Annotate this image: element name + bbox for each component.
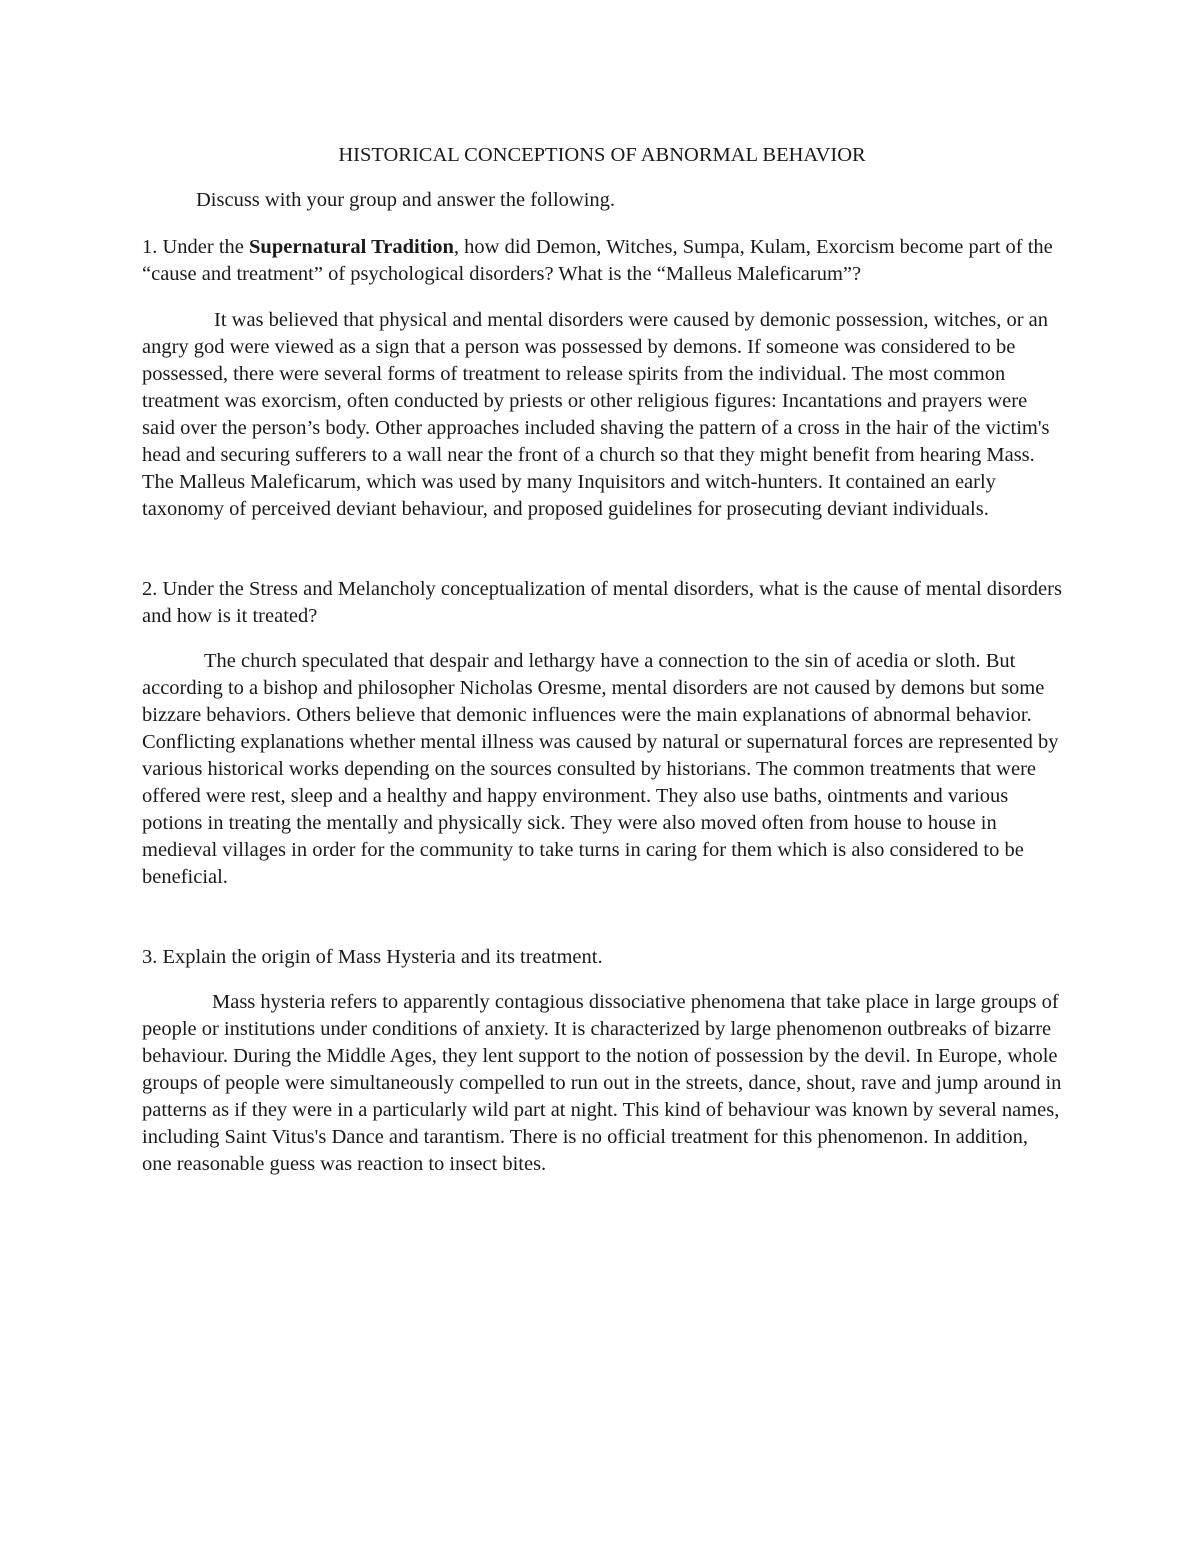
answer-3: Mass hysteria refers to apparently contagious dissociative phenomena that take place in large groups of people or institutions under conditions of anxiety. It is characterized by large phenomenon outbreaks of bizarre behaviour. During the Middle Ages, they lent support to the notion of possession by the devil. In Europe, whole groups of people were simultaneously compelled to run out in the streets, dance, shout, rave and jump around in patterns as if they were in a particularly wild part at night. This kind of behaviour was known by several names, including Saint Vitus's Dance and tarantism. There is no official treatment for this phenomenon. In addition, one reasonable guess was reaction to insect bites.: [142, 991, 1062, 1175]
question-3: 3. Explain the origin of Mass Hysteria and its treatment.: [142, 946, 603, 968]
question-1: [142, 234, 1062, 288]
spacer: [142, 891, 1062, 944]
question-2: 2. Under the Stress and Melancholy conceptualization of mental disorders, what is the cause of mental disorders and how is it treated?: [142, 578, 1062, 627]
instruction-text: Discuss with your group and answer the following.: [196, 189, 616, 211]
page-title: HISTORICAL CONCEPTIONS OF ABNORMAL BEHAVIOR: [338, 144, 866, 166]
question-1-prefix: 1. Under the: [142, 236, 250, 258]
answer-1: It was believed that physical and mental disorders were caused by demonic possession, witches, or an angry god were viewed as a sign that a person was possessed by demons. If someone was considered to be possessed, there were several forms of treatment to release spirits from the individual. The most common treatment was exorcism, often conducted by priests or other religious figures: Incantations and prayers were said over the person’s body. Other approaches included shaving the pattern of a cross in the hair of the victim's head and securing sufferers to a wall near the front of a church so that they might benefit from hearing Mass. The Malleus Maleficarum, which was used by many Inquisitors and witch-hunters. It contained an early taxonomy of perceived deviant behaviour, and proposed guidelines for prosecuting deviant individuals.: [142, 309, 1050, 520]
answer-2: The church speculated that despair and lethargy have a connection to the sin of acedia or sloth. But according to a bishop and philosopher Nicholas Oresme, mental disorders are not caused by demons but some bizzare behaviors. Others believe that demonic influences were the main explanations of abnormal behavior. Conflicting explanations whether mental illness was caused by natural or supernatural forces are represented by various historical works depending on the sources consulted by historians. The common treatments that were offered were rest, sleep and a healthy and happy environment. They also use baths, ointments and various potions in treating the mentally and physically sick. They were also moved often from house to house in medieval villages in order for the community to take turns in caring for them which is also considered to be beneficial.: [142, 650, 1059, 888]
spacer: [142, 523, 1062, 576]
document-body: [142, 142, 1062, 1178]
question-1-bold-term: Supernatural Tradition: [249, 236, 454, 258]
question-1-suffix: , how did Demon, Witches, Sumpa, Kulam, Exorcism become part of the “cause and treatment” of psychological disorders? What is the “Malleus Maleficarum”?: [142, 236, 1053, 285]
